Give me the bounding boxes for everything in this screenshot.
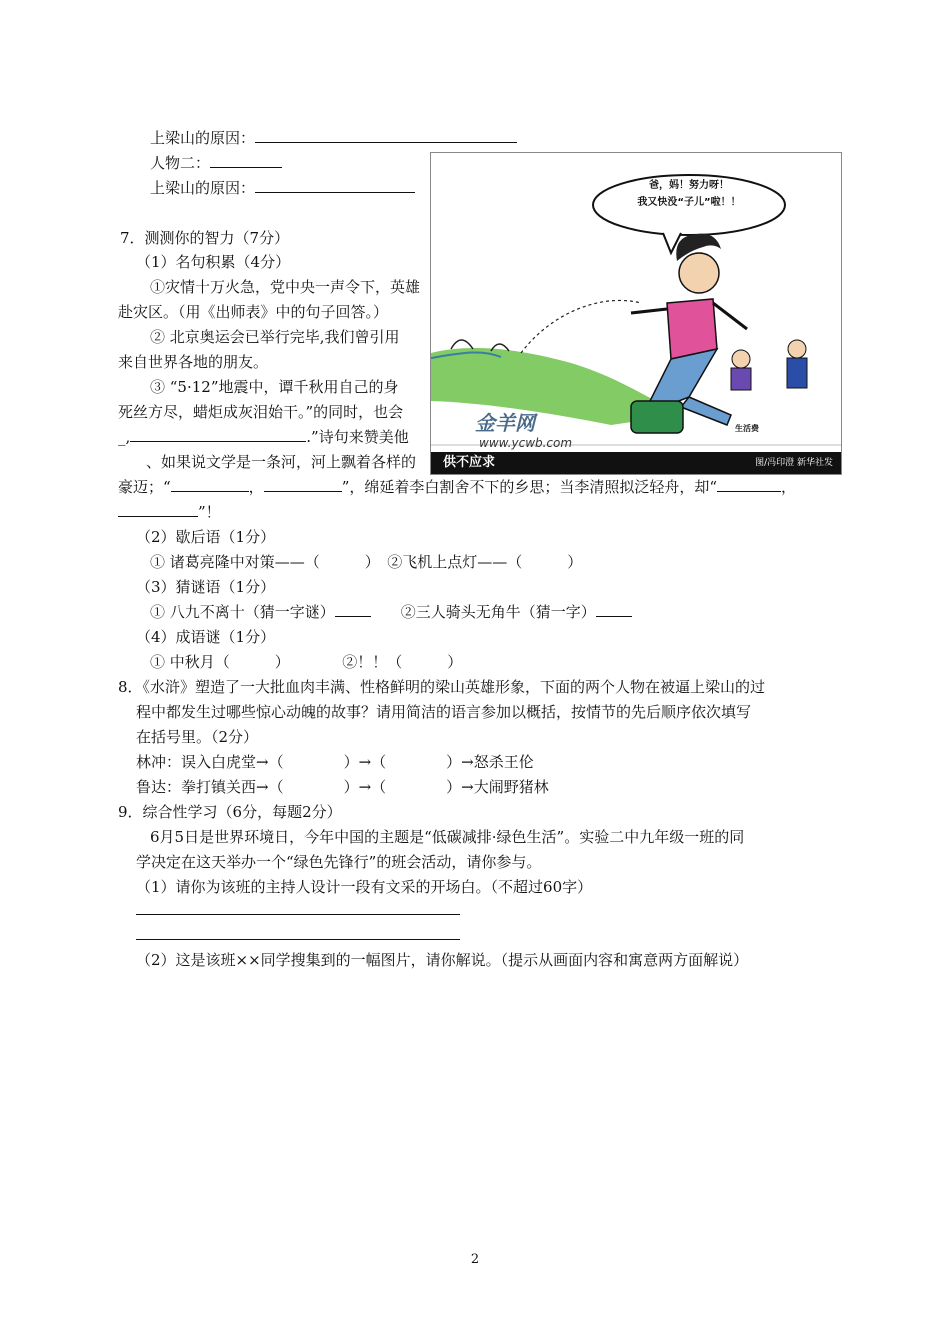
q7-item3b: 死丝方尽，蜡炬成灰泪始干。”的同时，也会 [118, 403, 404, 421]
parent-head [732, 350, 750, 368]
answer-line[interactable] [136, 914, 460, 915]
page-number: 2 [470, 1252, 480, 1267]
caption-bar [431, 452, 841, 474]
cartoon-image [430, 152, 842, 475]
motion-line [521, 300, 641, 353]
q8-title-b: 程中都发生过哪些惊心动魄的故事？请用简洁的语言参加以概括，按情节的先后顺序依次填写 [136, 703, 752, 721]
q7-item3a: ③ “5·12”地震中，谭千秋用自己的身 [150, 378, 399, 396]
cartoon-caption: 供不应求 [443, 455, 496, 470]
person2-label: 人物二： [150, 151, 282, 175]
parent-body [731, 368, 751, 390]
speech-text [609, 177, 769, 211]
q7-item1a: ①灾情十万火急，党中央一声令下，英雄 [150, 278, 421, 296]
answer-blank[interactable] [596, 600, 632, 617]
answer-blank[interactable] [118, 500, 198, 517]
watermark-logo: 金羊网 [475, 411, 535, 435]
q7-item1b: 赴灾区。（用《出师表》中的句子回答。） [118, 303, 389, 321]
reason-label: 上梁山的原因： [150, 126, 517, 150]
answer-blank[interactable] [335, 600, 371, 617]
q7-sub3: （3）猜谜语（1分） [136, 578, 276, 596]
man-head [679, 253, 719, 293]
q8-luda: 鲁达：拳打镇关西→（ ）→（ ）→大闹野猪林 [136, 778, 549, 796]
q9-intro-b: 学决定在这天举办一个“绿色先锋行”的班会活动，请你参与。 [136, 853, 542, 871]
answer-line[interactable] [136, 939, 460, 940]
q7-sub2: （2）歇后语（1分） [136, 528, 276, 546]
q7-item2b: 来自世界各地的朋友。 [118, 353, 269, 371]
q8-linchong: 林冲：误入白虎堂→（ ）→（ ）→怒杀王伦 [136, 753, 534, 771]
q7-item4b: 豪迈；“ ， ”，绵延着李白割舍不下的乡思；当李清照拟泛轻舟，却“ ， [118, 475, 796, 499]
q7-item4c: ”！ [118, 500, 221, 524]
answer-blank[interactable] [717, 475, 781, 492]
q7-item3c: _, .”诗句来赞美他 [118, 425, 409, 449]
q8-title-a: 8．《水浒》塑造了一大批血肉丰满、性格鲜明的梁山英雄形象，下面的两个人物在被逼上梁山的过 [118, 678, 766, 696]
q9-sub1: （1）请你为该班的主持人设计一段有文采的开场白。（不超过60字） [136, 878, 593, 896]
q7-title: 7．测测你的智力（7分） [120, 229, 290, 247]
q7-item4a: 、如果说文学是一条河，河上飘着各样的 [146, 453, 417, 471]
q7-sub3-items: ① 八九不离十（猜一字谜） ②三人骑头无角牛（猜一字） [150, 600, 632, 624]
answer-blank[interactable] [264, 475, 342, 492]
q8-title-c: 在括号里。（2分） [136, 728, 259, 746]
q7-item2a: ② 北京奥运会已举行完毕,我们曾引用 [150, 328, 400, 346]
q7-sub1: （1）名句积累（4分） [136, 253, 291, 271]
reason2-label: 上梁山的原因： [150, 176, 415, 200]
cartoon-credit: 图/冯印澄 新华社发 [755, 458, 833, 468]
q7-sub4-items: ① 中秋月（ ） ②！！（ ） [150, 653, 463, 671]
answer-blank[interactable] [210, 151, 282, 168]
watermark-url: www.ycwb.com [479, 436, 573, 450]
answer-blank[interactable] [255, 126, 517, 143]
green-bag [631, 401, 683, 433]
parent-body [787, 358, 807, 388]
allowance-sign: 生活费 [735, 424, 759, 433]
speech-line: 爸，妈！努力呀！ [649, 180, 729, 191]
parent-head [788, 340, 806, 358]
q7-sub2-items: ① 诸葛亮隆中对策——（ ） ②飞机上点灯——（ ） [150, 553, 583, 571]
answer-blank[interactable] [171, 475, 249, 492]
q7-sub4: （4）成语谜（1分） [136, 628, 276, 646]
speech-line: 我又快没“子儿”啦！！ [637, 197, 741, 208]
q9-sub2: （2）这是该班××同学搜集到的一幅图片，请你解说。（提示从画面内容和寓意两方面解说） [136, 951, 749, 969]
q9-intro-a: 6月5日是世界环境日，今年中国的主题是“低碳减排·绿色生活”。实验二中九年级一班的同 [150, 828, 745, 846]
man-leg [681, 397, 731, 425]
answer-blank[interactable] [255, 176, 415, 193]
answer-blank[interactable] [130, 425, 306, 442]
q9-title: 9．综合性学习（6分，每题2分） [118, 803, 342, 821]
